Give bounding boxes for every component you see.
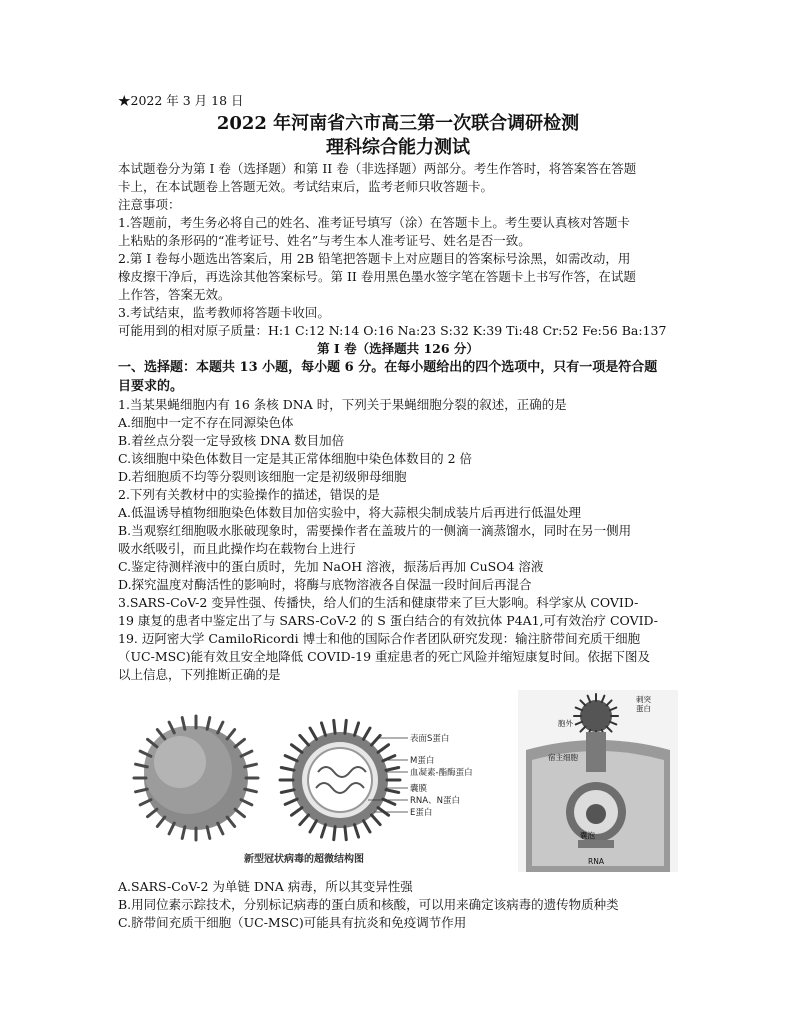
virus-spike xyxy=(345,720,346,733)
virus-spike xyxy=(291,808,302,816)
virus-spike xyxy=(218,722,223,733)
virus-spike xyxy=(140,800,151,805)
virus-spike xyxy=(235,809,244,816)
virus-spike xyxy=(310,821,317,832)
atomic-masses: 可能用到的相对原子质量：H:1 C:12 N:14 O:16 Na:23 S:32 K:39 Ti:48 Cr:52 Fe:56 Ba:137 xyxy=(118,323,667,338)
virus-spike xyxy=(364,728,371,739)
option-c: C.该细胞中染色体数目一定是其正常体细胞中染色体数目的 2 倍 xyxy=(118,451,472,466)
option-d: D.探究温度对酶活性的影响时，将酶与底物溶液各自保温一段时间后再混合 xyxy=(118,577,532,592)
virus-spike xyxy=(321,825,325,837)
question-stem: 以上信息，下列推断正确的是 xyxy=(118,667,281,682)
intro-line: 橡皮擦干净后，再选涂其他答案标号。第 II 卷用黑色墨水签字笔在答题卡上书写作答，在试题 xyxy=(118,269,636,284)
virus-spike xyxy=(386,790,399,793)
label-he-protein: 血凝素-酯酶蛋白 xyxy=(410,768,473,778)
virus-spike xyxy=(285,799,297,804)
question-stem: 19. 迈阿密大学 CamiloRicordi 博士和他的国际合作者团队研究发现：输注脐带间充质干细胞 xyxy=(118,631,641,646)
virus-spike xyxy=(227,817,234,826)
question-3 xyxy=(118,594,678,932)
question-stem: （UC-MSC)能有效且安全地降低 COVID-19 重症患者的死亡风险并缩短康复时间。依据下图及 xyxy=(118,649,651,664)
part1-heading: 第 I 卷（选择题共 126 分） xyxy=(317,341,479,356)
question-stem: 2.下列有关教材中的实验操作的描述，错误的是 xyxy=(118,487,380,502)
label-m-protein: M蛋白 xyxy=(410,756,435,766)
exam-subtitle: 理科综合能力测试 xyxy=(326,137,470,158)
virus-spike xyxy=(345,827,346,840)
label-spike: 刺突 xyxy=(636,695,651,704)
label-envelope: 囊膜 xyxy=(410,784,428,794)
label-protein: 蛋白 xyxy=(636,704,651,713)
option-b-cont: 吸水纸吸引，而且此操作均在载物台上进行 xyxy=(118,541,356,556)
virus-spike xyxy=(182,827,185,839)
virus-spike xyxy=(355,825,359,837)
intro-line: 本试题卷分为第 I 卷（选择题）和第 II 卷（非选择题）两部分。考生作答时，将答案答在答题 xyxy=(118,161,637,176)
exam-page xyxy=(118,92,678,932)
intro-line: 注意事项： xyxy=(118,197,181,212)
virus-spike xyxy=(334,827,335,840)
virus-3d-image xyxy=(134,716,258,840)
exam-date: ★2022 年 3 月 18 日 xyxy=(118,93,244,108)
exam-title: 2022 年河南省六市高三第一次联合调研检测 xyxy=(216,113,580,134)
label-host-cell: 宿主细胞 xyxy=(548,753,578,762)
option-b: B.着丝点分裂一定导致核 DNA 数目加倍 xyxy=(118,433,345,448)
virus-spike xyxy=(386,768,399,771)
virus-structure-illustration xyxy=(128,700,528,868)
virus-spike xyxy=(378,808,389,816)
virus-spike xyxy=(281,768,294,771)
instructions xyxy=(118,160,678,340)
section1-heading: 一、选择题：本题共 13 小题，每小题 6 分。在每小题给出的四个选项中，只有一项是符合题 xyxy=(118,360,658,375)
section1-heading-cont: 目要求的。 xyxy=(118,379,184,394)
label-e-protein: E蛋白 xyxy=(410,808,433,818)
virus-spike xyxy=(207,718,210,730)
question-stem: 3.SARS-CoV-2 变异性强、传播快，给人们的生活和健康带来了巨大影响。科学家从 COVID- xyxy=(118,595,639,610)
virus-spike xyxy=(169,823,174,834)
question-1 xyxy=(118,396,678,486)
option-b: B.用同位素示踪技术，分别标记病毒的蛋白质和核酸，可以用来确定该病毒的遗传物质种类 xyxy=(118,897,619,912)
option-a: A.细胞中一定不存在同源染色体 xyxy=(118,415,294,430)
virus-spike xyxy=(355,723,359,735)
option-b: B.当观察红细胞吸水胀破现象时，需要操作者在盖玻片的一侧滴一滴蒸馏水，同时在另一侧用 xyxy=(118,523,632,538)
label-rna-n-protein: RNA、N蛋白 xyxy=(410,796,460,806)
virus-spike xyxy=(227,730,234,739)
intro-line: 2.第 I 卷每小题选出答案后，用 2B 铅笔把答题卡上对应题目的答案标号涂黑，如需改动，用 xyxy=(118,251,631,266)
virus-spike xyxy=(300,815,309,825)
intro-line: 上粘贴的条形码的“准考证号、姓名”与考生本人准考证号、姓名是否一致。 xyxy=(118,233,531,248)
virus-spike xyxy=(245,764,257,767)
option-c: C.脐带间充质干细胞（UC-MSC)可能具有抗炎和免疫调节作用 xyxy=(118,915,467,930)
option-a: A.SARS-CoV-2 为单链 DNA 病毒，所以其变异性强 xyxy=(118,879,413,894)
virus-spike xyxy=(218,823,223,834)
virus-spike xyxy=(300,735,309,745)
label-rna: RNA xyxy=(588,857,604,866)
option-c: C.鉴定待测样液中的蛋白质时，先加 NaOH 溶液，振荡后再加 CuSO4 溶液 xyxy=(118,559,544,574)
option-d: D.若细胞质不均等分裂则该细胞一定是初级卵母细胞 xyxy=(118,469,407,484)
intro-line: 1.答题前，考生务必将自己的姓名、准考证号填写（涂）在答题卡上。考生要认真核对答题卡 xyxy=(118,215,630,230)
option-a: A.低温诱导植物细胞染色体数目加倍实验中，将大蒜根尖制成装片后再进行低温处理 xyxy=(118,505,582,520)
virus-spike xyxy=(378,745,389,753)
figure-caption: 新型冠状病毒的超微结构图 xyxy=(244,854,364,865)
question-stem: 19 康复的患者中鉴定出了与 SARS-CoV-2 的 S 蛋白结合的有效抗体 P4A1,可有效治疗 COVID- xyxy=(118,613,659,628)
virus-spike xyxy=(245,789,257,792)
virus-spike xyxy=(364,821,371,832)
question-2 xyxy=(118,486,678,594)
intro-line: 上作答，答案无效。 xyxy=(118,287,231,302)
virus-spike xyxy=(371,815,380,825)
virus-spike xyxy=(157,817,164,826)
label-extracellular: 胞外 xyxy=(558,719,573,728)
virus-spike xyxy=(371,735,380,745)
virus-spike xyxy=(241,800,252,805)
virus-figure xyxy=(118,690,678,872)
virus-spike xyxy=(281,790,294,793)
virus-spike xyxy=(136,789,148,792)
virus-spike xyxy=(334,720,335,733)
question-stem: 1.当某果蝇细胞内有 16 条核 DNA 时，下列关于果蝇细胞分裂的叙述，正确的是 xyxy=(118,397,567,412)
label-vesicle: 囊泡 xyxy=(580,831,595,840)
virus-spike xyxy=(148,809,157,816)
intro-line: 3.考试结束，监考教师将答题卡收回。 xyxy=(118,305,330,320)
label-surface-s-protein: 表面S蛋白 xyxy=(410,734,450,744)
virus-spike xyxy=(321,723,325,735)
virus-spike xyxy=(235,739,244,746)
virus-spike xyxy=(207,827,210,839)
intro-line: 卡上，在本试题卷上答题无效。考试结束后，监考老师只收答题卡。 xyxy=(118,179,494,194)
virus-spike xyxy=(285,756,297,761)
host-cell-infection-diagram xyxy=(518,690,678,872)
virus-spike xyxy=(310,728,317,739)
virus-spike xyxy=(291,745,302,753)
virus-spike xyxy=(241,751,252,756)
